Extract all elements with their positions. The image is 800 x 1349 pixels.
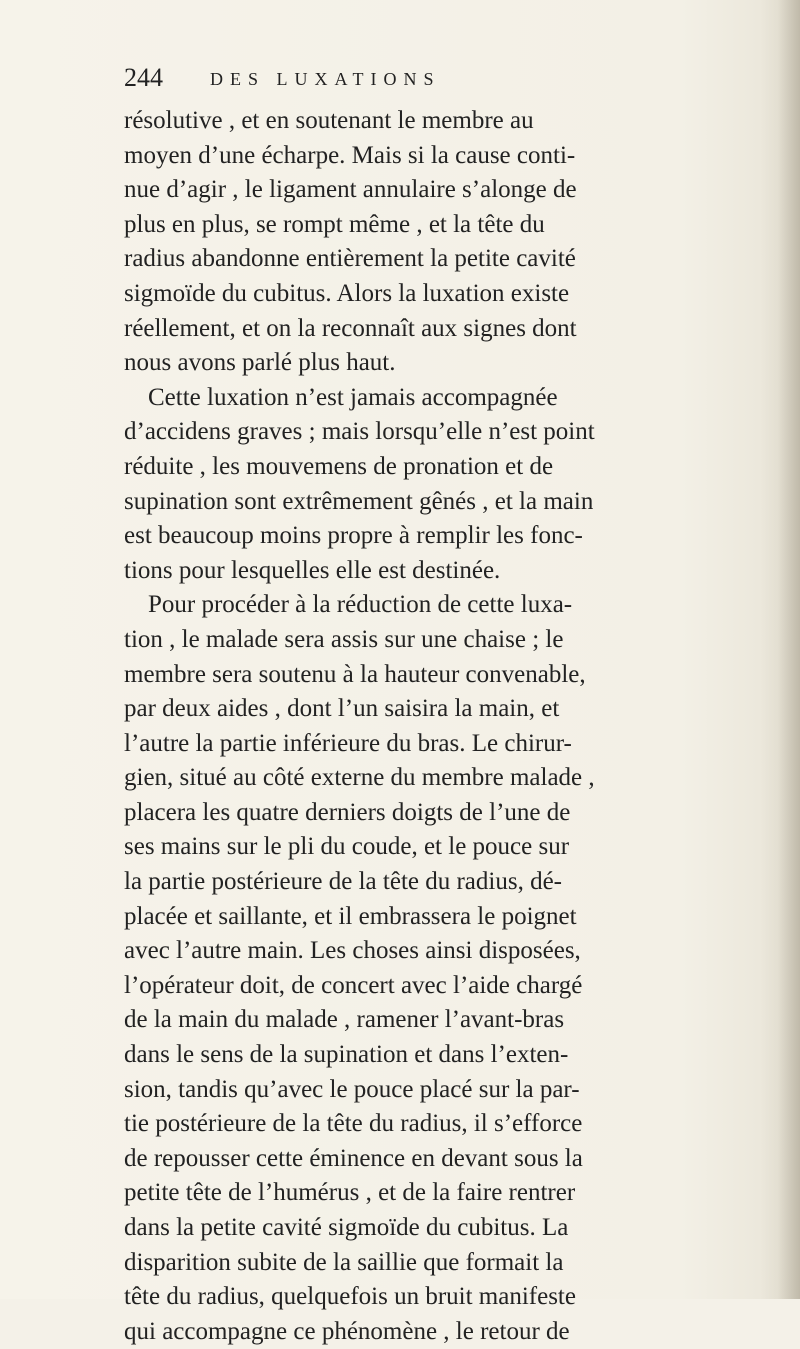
text-line: nous avons parlé plus haut.	[124, 349, 396, 377]
text-line: membre sera soutenu à la hauteur convenable,	[124, 660, 586, 688]
text-line: tie postérieure de la tête du radius, il s’efforce	[124, 1110, 583, 1138]
text-line: de repousser cette éminence en devant sous la	[124, 1144, 583, 1172]
text-line: l’autre la partie inférieure du bras. Le chirur-	[124, 729, 572, 757]
text-line: supination sont extrêmement gênés , et la main	[124, 487, 594, 515]
text-line: résolutive , et en soutenant le membre au	[124, 107, 534, 134]
text-line: tion , le malade sera assis sur une chaise ; le	[124, 625, 564, 653]
text-line: petite tête de l’humérus , et de la faire rentrer	[124, 1179, 576, 1207]
text-line: l’opérateur doit, de concert avec l’aide chargé	[124, 971, 583, 999]
text-line: par deux aides , dont l’un saisira la main, et	[124, 695, 560, 723]
text-line: réellement, et on la reconnaît aux signes dont	[124, 314, 577, 342]
text-line: avec l’autre main. Les choses ainsi disposées,	[124, 937, 581, 965]
text-line: moyen d’une écharpe. Mais si la cause conti-	[124, 141, 576, 169]
text-line: gien, situé au côté externe du membre malade ,	[124, 764, 595, 792]
text-line: tête du radius, quelquefois un bruit manifeste	[124, 1283, 576, 1311]
text-line: nue d’agir , le ligament annulaire s’alonge de	[124, 176, 577, 204]
running-head: DES LUXATIONS	[210, 69, 441, 89]
text-line: sigmoïde du cubitus. Alors la luxation existe	[124, 279, 570, 307]
text-line: disparition subite de la saillie que formait la	[124, 1248, 564, 1276]
text-line: d’accidens graves ; mais lorsqu’elle n’est point	[124, 418, 595, 446]
text-line: réduite , les mouvemens de pronation et de	[124, 452, 554, 480]
text-line: Pour procéder à la réduction de cette luxa-	[148, 591, 573, 619]
text-line: sion, tandis qu’avec le pouce placé sur la par-	[124, 1075, 580, 1103]
text-line: placera les quatre derniers doigts de l’une de	[124, 798, 571, 826]
text-line: ses mains sur le pli du coude, et le pouce sur	[124, 833, 570, 861]
text-line: de la main du malade , ramener l’avant-bras	[124, 1006, 565, 1034]
text-line: tions pour lesquelles elle est destinée.	[124, 556, 501, 584]
text-line: Cette luxation n’est jamais accompagnée	[148, 383, 558, 411]
text-line: est beaucoup moins propre à remplir les fonc-	[124, 522, 583, 550]
page-header	[124, 63, 724, 93]
text-line: plus en plus, se rompt même , et la tête du	[124, 210, 545, 238]
text-line: dans la petite cavité sigmoïde du cubitus. La	[124, 1214, 569, 1241]
page-number: 244	[124, 63, 163, 92]
text-line: radius abandonne entièrement la petite cavité	[124, 245, 576, 273]
body-text	[124, 104, 734, 1349]
page-edge-shadow	[778, 0, 800, 1299]
text-line: dans le sens de la supination et dans l’exten-	[124, 1041, 569, 1069]
text-line: qui accompagne ce phénomène , le retour de	[124, 1317, 570, 1345]
text-line: placée et saillante, et il embrassera le poignet	[124, 902, 577, 930]
text-line: la partie postérieure de la tête du radius, dé-	[124, 868, 563, 896]
